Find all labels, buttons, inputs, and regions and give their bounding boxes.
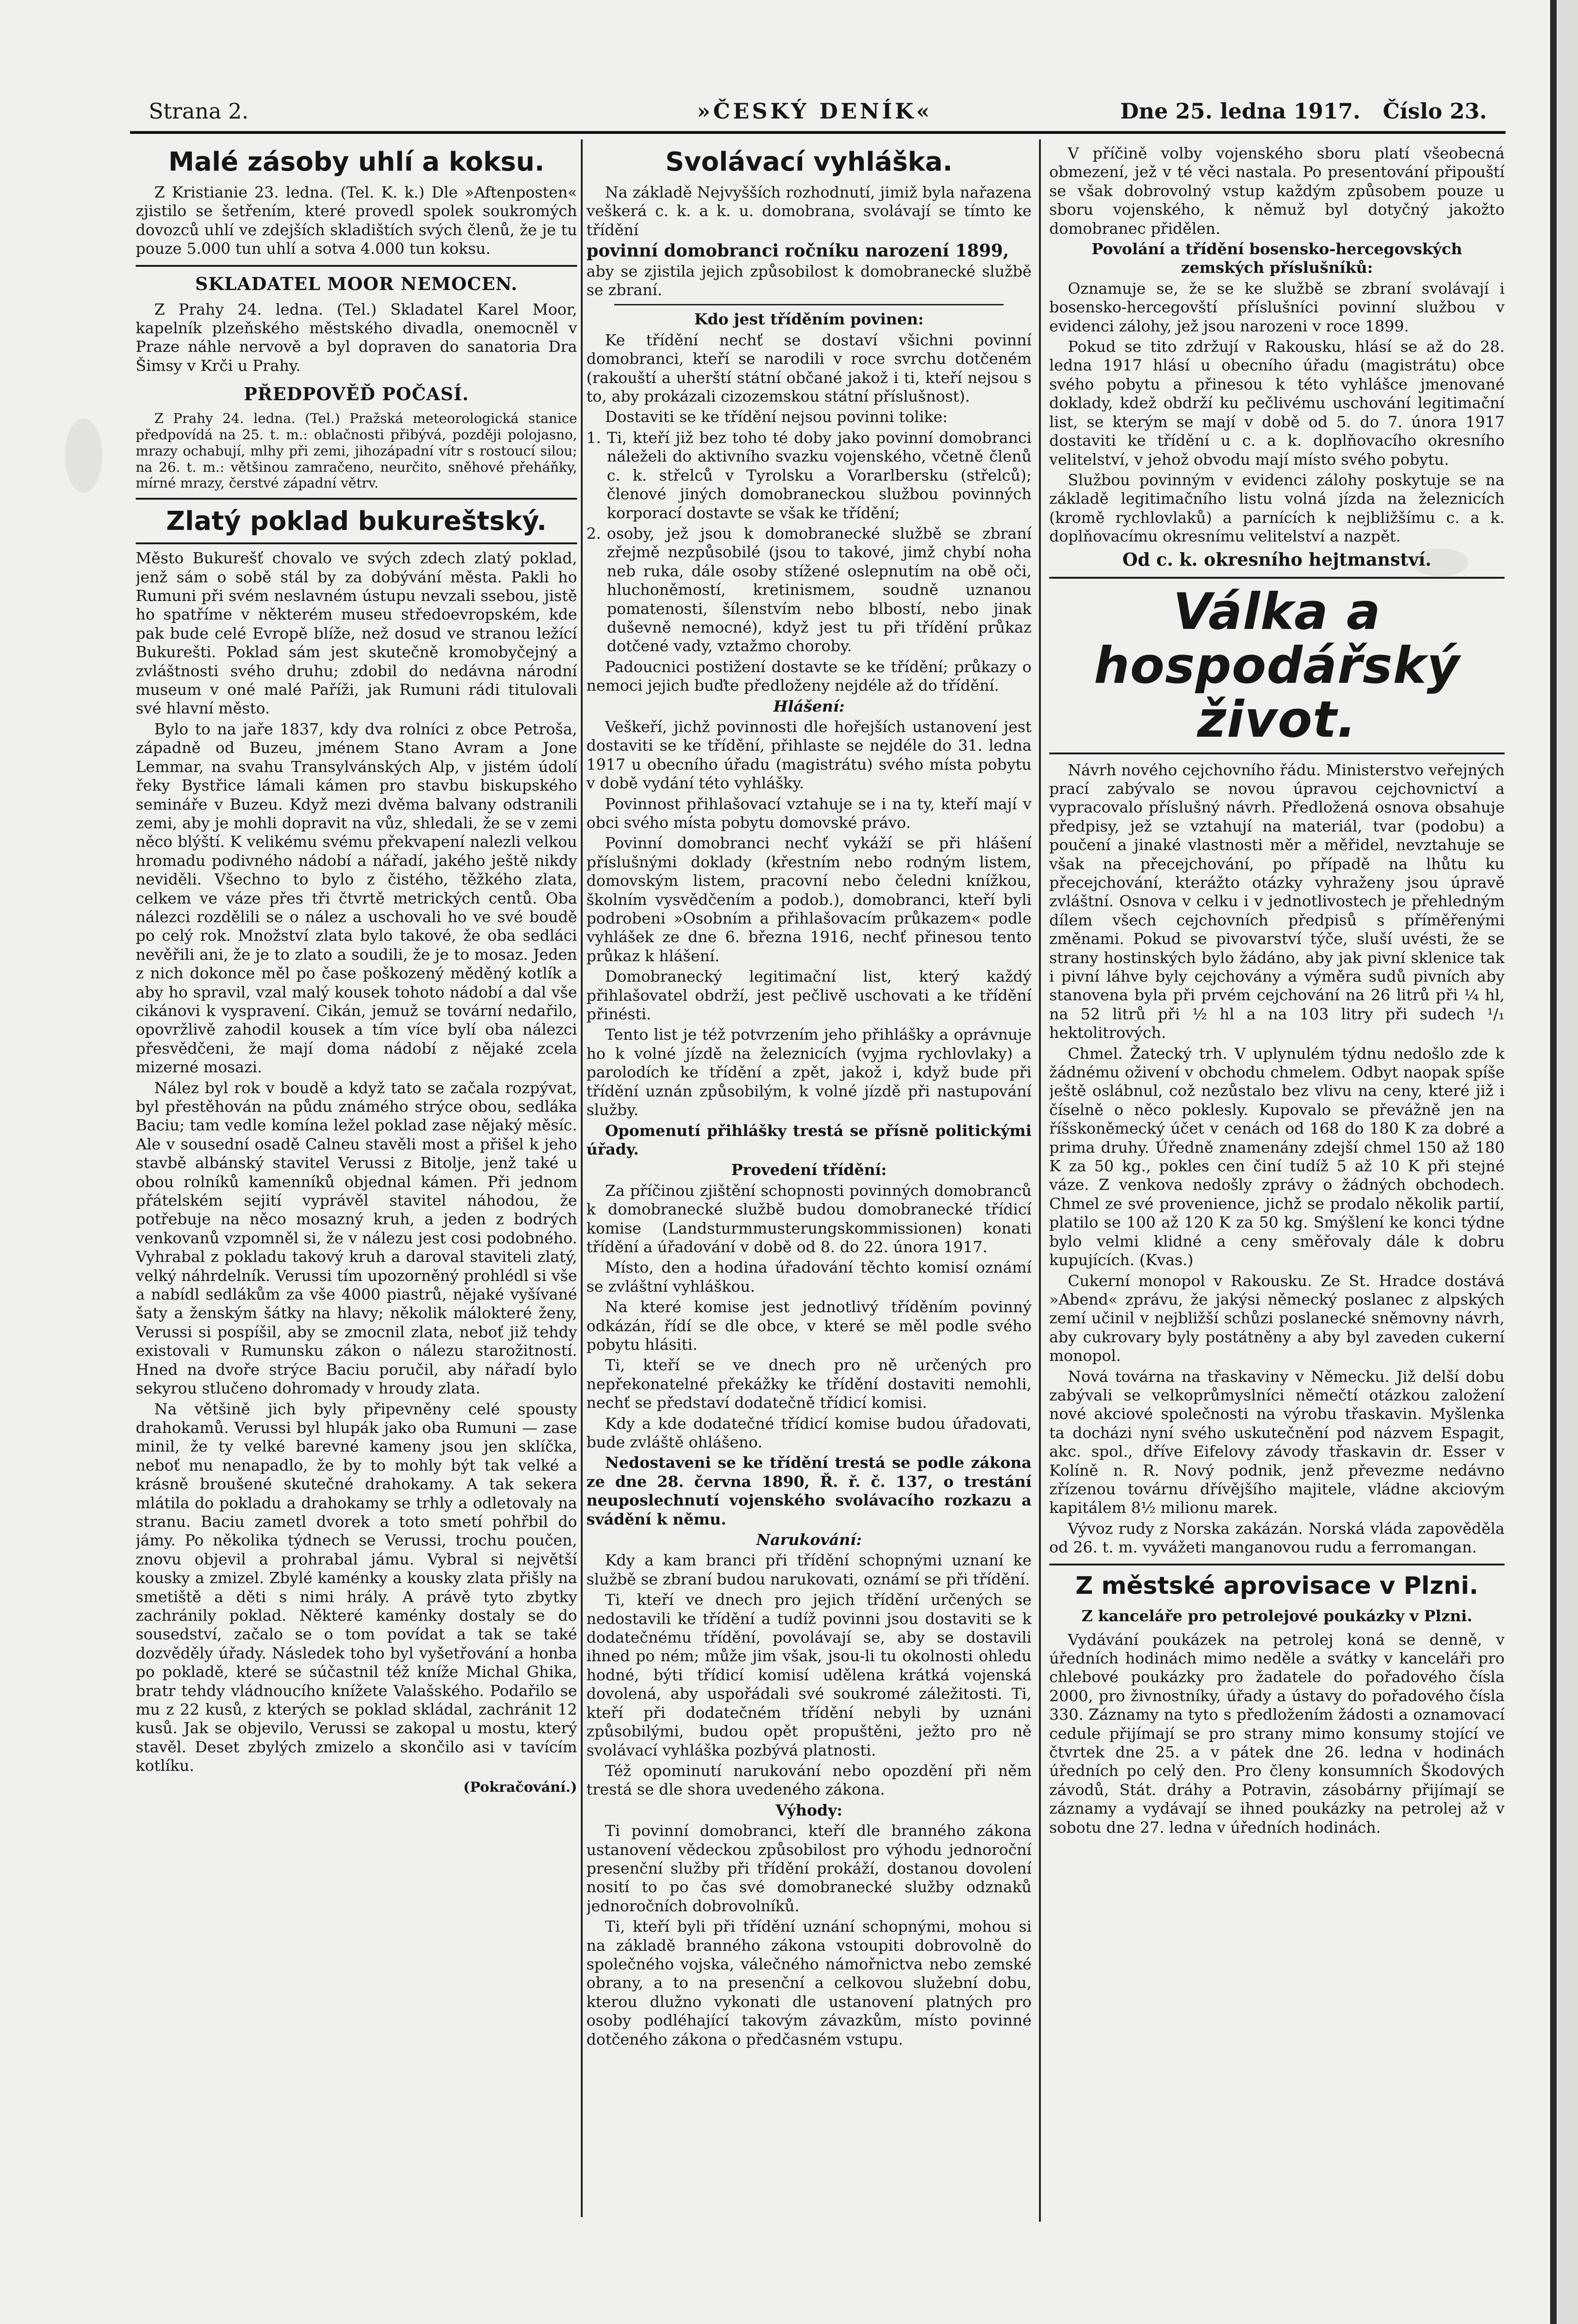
headline-coal: Malé zásoby uhlí a koksu. [168,147,545,177]
column-divider [581,139,583,2217]
section-heading: Hlášení: [773,697,845,715]
section-heading: Kdo jest tříděním povinen: [694,310,924,329]
conscription-text: Oznamuje se, že se ke službě se zbraní svolávají i bosensko-hercegovští příslušníci povinní službou v evidenci zálohy, jež jsou narozeni v roce 1899. [1049,279,1505,335]
masthead [130,99,1506,131]
headline-provision: Z městské aprovisace v Plzni. [1075,1571,1479,1600]
column-divider [1039,139,1041,2222]
conscription-year: povinní domobranci ročníku narození 1899, [586,240,1009,261]
conscription-text: Na které komise jest jednotlivý tříděním povinný odkázán, řídí se dle obce, v které se měl podle svého pobytu hlásiti. [586,1298,1032,1353]
provision-text: Vydávání poukázek na petrolej koná se denně, v úředních hodinách mimo neděle a svátky v kanceláři pro chlebové poukázky pro žadatele do pořadového čísla 2000, pro živnostníky, úřady a ústavy do pořadového čísla 330. Záznamy na tyto s předložením žádosti a oznamovací cedule přijímají se pro strany mimo konsumy stojící ve čtvrtek dne 25. a v pátek dne 26. ledna v hodinách úředních po celý den. Pro členy konsumních Škodových závodů, Stát. dráhy a Potravin, zásobárny přijímají se záznamy a vydávají se ihned poukázky na petrolej až v sobotu dne 27. ledna v úředních hodinách. [1049,1630,1505,1836]
headline-economy: Válka a hospodářský život. [1094,582,1460,749]
conscription-text: Veškeří, jichž povinnosti dle hořejších ustanovení jest dostaviti se ke třídění, přihlaste se nejdéle do 31. ledna 1917 u obecního úřadu (magistrátu) svého místa pobytu v době vydání této vyhlášky. [586,717,1032,792]
conscription-text: Povinní domobranci nechť vykáží se při hlášení příslušnými doklady (křestním nebo rodným listem, domovským listem, pracovní nebo čeledni knížkou, školním vysvědčením a podob.), domobranci, kteří byli podrobeni »Osobním a přihlašovacím průkazem« podle vyhlášek ze dne 6. března 1916, nechť přinesou tento průkaz k hlášení. [586,834,1032,965]
provision-subheading: Z kanceláře pro petrolejové poukázky v Plzni. [1081,1606,1473,1625]
signature: Od c. k. okresního hejtmanství. [1122,548,1432,570]
divider [1049,577,1505,579]
divider [136,542,577,544]
conscription-text: Nedostaveni se ke třídění trestá se podle zákona ze dne 28. června 1890, Ř. ř. č. 137, o trestání neuposlechnutí vojenského svolávacího rozkazu a svádění k němu. [586,1453,1032,1528]
conscription-text: Domobranecký legitimační list, který každý přihlašovatel obdrží, jest pečlivě uschovati a ke třídění přinésti. [586,967,1032,1023]
conscription-text: Místo, den a hodina úřadování těchto komisí oznámí se zvláštní vyhláškou. [586,1258,1032,1295]
conscription-intro: Na základě Nejvyšších rozhodnutí, jimiž byla nařazena veškerá c. k. a k. u. domobrana, svolávají se tímto ke třídění [586,183,1032,239]
section-heading: Narukování: [756,1531,862,1549]
section-heading: Provedení třídění: [731,1161,887,1179]
conscription-purpose: aby se zjistila jejich způsobilost k domobranecké službě se zbraní. [586,262,1032,299]
divider [136,265,577,267]
article-moor: Z Prahy 24. ledna. (Tel.) Skladatel Karel Moor, kapelník plzeňského městského divadla, onemocněl v Praze náhle nervově a byl dopraven do sanatoria Dra Šimsy v Krči u Prahy. [136,300,577,375]
conscription-text: Ti, kteří se ve dnech pro ně určených pro nepřekonatelné překážky ke třídění dostaviti nemohli, nechť se představí dodatečně třídicí komisi. [586,1356,1032,1412]
treasure-paragraph: Bylo to na jaře 1837, kdy dva rolníci z obce Petroša, západně od Buzeu, jménem Stano Avram a Jone Lemmar, na svahu Transylvánských Alp, v jistém údolí řeky Bystřice lámali kámen pro stavbu biskupského semináře v Buzeu. Když mezi dvěma balvany odstranili zemi, aby je mohli dopravit na vůz, shledali, že se v zemi něco blýští. K velikému svému překvapení nalezli velkou hromadu podivného nádobí a nářadí, jakého ještě nikdy neviděli. Všechno to bylo z čistého, těžkého zlata, celkem ve váze přes tři čtvrtě metrických centů. Oba nálezci rozdělili se o nález a uschovali ho ve své boudě po celý rok. Množství zlata bylo takové, že oba sedláci nevěřili ani, že je to zlato a soudili, že je to mosaz. Jeden z nich dokonce měl po čase poškozený měděný kotlík a aby ho spravil, vzal malý kousek tohoto nádobí a dal vše cikánovi k vyspravení. Cikán, jemuž se tovární nedařilo, opovržlivě zahodil kousek a tím více bylí oba nálezci přesvědčeni, že mají doma nádobí z nějaké zcela mizerné mosazi. [136,720,577,1076]
economy-item: Návrh nového cejchovního řádu. Ministerstvo veřejných prací zabývalo se novou úpravou cejchovnictví a vypracovalo příslušný návrh. Předložená osnova obsahuje předpisy, jež se vztahují na materiál, tvar (podobu) a poučení a jinaké vlastnosti měr a měřidel, nevztahuje se však na přecejchování, po případě na lhůtu ku přecejchování, kterážto otázky vyhraženy jsou úpravě zvláštní. Osnova v celku i v jednotlivostech je přehledným dílem všech cejchovních předpisů s příměřenými změnami. Pokud se pivovarství týče, sluší uvésti, že se strany hostinských bylo žádáno, aby jak pivní sklenice tak i pivní láhve byly cejchovány a výměra sudů pivních aby stanovena byla při prvém cejchování na 26 litrů při ¼ hl, na 52 litrů při ½ hl a na 103 litry při sudech ¹/₁ hektolitrových. [1049,760,1505,1042]
conscription-text: Ti povinní domobranci, kteří dle branného zákona ustanovení vědeckou způsobilost pro výhodu jednoroční presenční služby při třídění prokáží, dostanou dovolení nosití to po čas své domobranecké služby odznaků jednoročních dobrovolníků. [586,1822,1032,1915]
page-number: Strana 2. [149,99,249,124]
conscription-text: V příčině volby vojenského sboru platí všeobecná obmezení, jež v té věci nastala. Po presentování připouští se však dobrovolný vstup každým způsobem pouze u sboru vojenského, k němuž byl dotyčný jakožto domobranec přidělen. [1049,144,1505,238]
masthead-rule [130,131,1506,134]
headline-moor: SKLADATEL MOOR NEMOCEN. [195,273,518,294]
economy-item: Vývoz rudy z Norska zakázán. Norská vláda zapověděla od 26. t. m. vyvážeti manganovou rudu a ferromangan. [1049,1519,1505,1557]
conscription-text: Ke třídění nechť se dostaví všichni povinní domobranci, kteří se narodili v roce svrchu dotčeném (rakouští a uherští státní občané jakož i ti, kteří nejsou s to, aby prokázali cizozemskou státní příslušnost). [586,330,1032,406]
conscription-text: Tento list je též potvrzením jeho přihlášky a oprávnuje ho k volné jízdě na železnicích (vyjma rychlovlaky) a parolodích ke třídění a zpět, jakož i, když bude při třídění uznán způsobilým, k volné jízdě při nastupování služby. [586,1025,1032,1119]
economy-item: Chmel. Žatecký trh. V uplynulém týdnu nedošlo zde k žádnému oživení v obchodu chmelem. Odbyt naopak spíše ještě oslábnul, což nezůstalo bez vlivu na ceny, které již i číselně o něco poklesly. Kupovalo se převážně jen na říšskoněmecký účet v cenách od 168 do 180 K za dobré a prima druhy. Úředně znamenány zdejší chmel 150 až 180 K za 50 kg., pokles cen činí tudíž 5 až 10 K při stejné váze. Z venkova nedošly zprávy o žádných obchodech. Chmel ze své provenience, jichž se prodalo několik partií, platilo se 100 až 120 K za 50 kg. Smýšlení ke konci týdne bylo velmi klidné a ceny směřovaly dále k dobru kupujících. (Kvas.) [1049,1044,1505,1269]
conscription-text: Pokud se tito zdržují v Rakousku, hlásí se až do 28. ledna 1917 hlásí u obecního úřadu (magistrátu) obce svého pobytu a přinesou k této vyhlášce jmenované doklady, kdež obdrží ku pečlivému uschování legitimační list, se kterým se mají v době od 5. do 7. února 1917 dostaviti ke třídění u c. a k. doplňovacího okresního velitelství, v jehož obvodu mají místo svého pobytu. [1049,337,1505,469]
treasure-paragraph: Nález byl rok v boudě a když tato se začala rozpývat, byl přestěhován na půdu známého strýce obou, sedláka Baciu; tam vedle komína ležel poklad zase nějaký měsíc. Ale v sousední osadě Calneu stavěli most a přišel k jeho stavbě albánský stavitel Verussi z Bitolje, jenž také u obou rolníků kamenníků objednal kámen. Při jednom přátelském sejití vyprávěl stavitel náhodou, že potřebuje na něco mosazný kruh, a jeden z bodrých venkovanů vzpomněl si, že v nálezu jest cosi podobného. Vyhrabal z pokladu takový kruh a daroval staviteli zlatý, velký náhrdelník. Verussi tím upozorněný prohlédl si vše a nabídl sedlákům za vše 4000 piastrů, nějaké vyšívané šaty a ženským šátky na hlavy; několik málokteré ženy, Verussi si pospíšil, aby se zmocnil zlata, neboť již tehdy existovali v Rumunsku zákon o nálezu starožitností. Hned na dvoře strýce Baciu poručil, aby nářadí bylo sekyrou stlučeno dohromady v hroudy zlata. [136,1078,577,1398]
column-3 [1049,144,1505,2143]
issue-date: Dne 25. ledna 1917. Číslo 23. [1120,99,1487,124]
divider [614,304,1004,305]
section-heading: Dostaviti se ke třídění nejsou povinni tolike: [605,408,948,426]
scan-edge [1550,0,1578,2324]
divider [1049,1564,1505,1565]
article-weather: Z Prahy 24. ledna. (Tel.) Pražská meteorologická stanice předpovídá na 25. t. m.: oblačnosti přibývá, později polojasno, mrazy ochabují, mlhy při zemi, jihozápadní vítr s rostoucí silou; na 26. t. m.: většinou zamračeno, neurčito, sněhové přeháňky, mírné mrazy, čerstvé západní větrv. [136,410,577,491]
conscription-text: Též opominutí narukování nebo opozdění při něm trestá se dle shora uvedeného zákona. [586,1761,1032,1799]
conscription-text: Ti, kteří byli při třídění uznání schopnými, mohou si na základě branného zákona vstoupiti dobrovolně do společného vojska, válečného námořnictva nebo zemské obrany, a to na presenční a celkovou služební dobu, kterou dlužno vykonati dle ustanovení platných pro osoby podléhající takovým závazkům, místo povinné dotčeného zákona o předčasném vstupu. [586,1917,1032,2048]
column-1 [136,144,577,2147]
headline-conscription: Svolávací vyhláška. [665,147,953,177]
conscription-text: Ti, kteří ve dnech pro jejich třídění určených se nedostavili ke třídění a tudíž povinni jsou dostaviti se k dodatečnému třídění, povolávají se, aby se dostavili ihned po ném; může jim však, jsou-li tu okolnosti ohledu hodné, býti třídicí komisí udělena krátká vojenská dovolená, aby uspořádali své soukromé záležitosti. Ti, kteří při dodatečném třídění nebyli by uznáni způsobilými, budou opět propuštěni, ježto pro ně svolávací vyhláška pozbývá platnosti. [586,1591,1032,1759]
conscription-text: Opomenutí přihlášky trestá se přísně politickými úřady. [586,1121,1032,1158]
conscription-text: Povinnost přihlašovací vztahuje se i na ty, kteří mají v obci svého místa pobytu domovské právo. [586,794,1032,832]
conscription-text: Kdy a kam branci při třídění schopnými uznaní ke službě se zbraní budou narukovati, oznámí se při třídění. [586,1551,1032,1588]
list-item: 1. Ti, kteří již bez toho té doby jako povinní domobranci náleželi do aktivního svazku vojenského, včetně členů c. k. střelců v Tyrolsku a Vorarlbersku (střelců); členové jiných domobraneckou službou povinných korporací dostavte se však ke třídění; [586,428,1032,522]
column-2 [586,144,1032,2226]
paper-stain [65,418,102,493]
divider [1049,753,1505,754]
economy-item: Nová továrna na třaskaviny v Německu. Již delší dobu zabývali se velkoprůmyslníci němečtí otázkou založení nové akciové společnosti na výrobu třaskavin. Myšlenka ta docházi nyní svého uskutečnění pod názvem Espagit, akc. spol., dříve Eifelovy závody třaskavin dr. Esser v Kolíně n. R. Nový podnik, jenž převezme nedávno zřízenou továrnu dřívějšího majitele, vládne akciovým kapitálem 8½ milionu marek. [1049,1367,1505,1517]
headline-treasure: Zlatý poklad bukureštský. [166,506,547,537]
section-heading: Povolání a třídění bosensko-hercegovských zemských příslušníků: [1091,240,1462,277]
paper-title: »ČESKÝ DENÍK« [697,99,933,124]
treasure-paragraph: Na většině jich byly připevněny celé spousty drahokamů. Verussi byl hlupák jako oba Rumuni — zase minil, že ty velké barevné kameny jsou jen sklíčka, neboť mu nenapadlo, že by to mohly být tak velké a krásně broušené skutečné drahokamy. A tak sekera mlátila do pokladu a drahokamy se trhly a odletovaly na stranu. Baciu zametl dvorek a toto smetí pohřbil do jámy. Po několika týdnech se Verussi, trochu poučen, znovu objevil a prohrabal jámu. Vybral si největší kousky a zmizel. Zbylé kaménky a kousky zlata přišly na smetiště a děti s nimi hrály. A právě tyto zbytky zachránily poklad. Některé kaménky dostaly se do sousedství, začalo se o tom povídat a tak se také dozvěděly úřady. Následek toho byl vyšetřování a honba po pokladě, které se súčastnil též kníže Michal Ghika, bratr tehdy vládnoucího knížete Valašského. Podařilo se mu z 22 kusů, z kterých se poklad skládal, zachránit 12 kusů. Jak se objevilo, Verussi se zakopal u mostu, který stavěl. Deset zbylých zmizelo a skončilo asi v tavícím kotlíku. [136,1400,577,1775]
conscription-text: Kdy a kde dodatečné třídicí komise budou úřadovati, bude zvláště ohlášeno. [586,1414,1032,1451]
divider [136,498,577,500]
list-item: 2. osoby, jež jsou k domobranecké službě se zbraní zřejmě nezpůsobilé (jsou to takové, jimž chybí noha neb ruka, dále osoby stížené oslepnutím na obě oči, hluchoněmostí, kretinismem, soudně uznanou pomatenosti, šílenstvím nebo blbostí, nebo jinak duševně nemocné), když jest tu při třídění průkaz dotčené vady, vztažmo choroby. [586,524,1032,655]
conscription-text: Službou povinným v evidenci zálohy poskytuje se na základě legitimačního listu volná jízda na železnicích (kromě rychlovlaků) a parnících k nejbližšímu c. a k. doplňovacímu okresnímu velitelství a nazpět. [1049,470,1505,546]
exemption-list [586,429,1032,656]
article-coal: Z Kristianie 23. ledna. (Tel. K. k.) Dle »Aftenposten« zjistilo se šetřením, které provedl spolek soukromých dovozců uhlí ve zdejších skladištích svých členů, že je tu pouze 5.000 tun uhlí a sotva 4.000 tun koksu. [136,183,577,258]
continued-note: (Pokračování.) [463,1779,577,1796]
conscription-text: Padoucnici postižení dostavte se ke třídění; průkazy o nemoci jejich buďte předloženy nejdéle až do třídění. [586,657,1032,695]
section-heading: Výhody: [776,1801,842,1819]
treasure-paragraph: Město Bukurešť chovalo ve svých zdech zlatý poklad, jenž sám o sobě stál by za dobývání města. Pakli ho Rumuni při svém neslavném ústupu nevzali ssebou, jistě ho spatříme v některém museu středoevropském, kde pak bude celé Evropě blíže, než dosud ve stranou ležící Bukurešti. Poklad sám jest skutečně kromobyčejný a zvláštnosti svého druhu; zdobil do nedávna národní museum v oné malé Paříži, jak Rumuni rádi titulovali své hlavní město. [136,549,577,718]
economy-item: Cukerní monopol v Rakousku. Ze St. Hradce dostává »Abend« zprávu, že jakýsi německý poslanec z alpských zemí učinil v nejbližší schůzi poslanecké sněmovny návrh, aby cukrovary byly postátněny a aby byl zaveden cukerní monopol. [1049,1271,1505,1365]
headline-weather: PŘEDPOVĚĎ POČASÍ. [243,383,469,405]
conscription-text: Za příčinou zjištění schopnosti povinných domobranců k domobranecké službě budou domobranecké třídicí komise (Landsturmmusterungskommissionen) konati třídění a úřadování v době od 8. do 22. února 1917. [586,1181,1032,1256]
